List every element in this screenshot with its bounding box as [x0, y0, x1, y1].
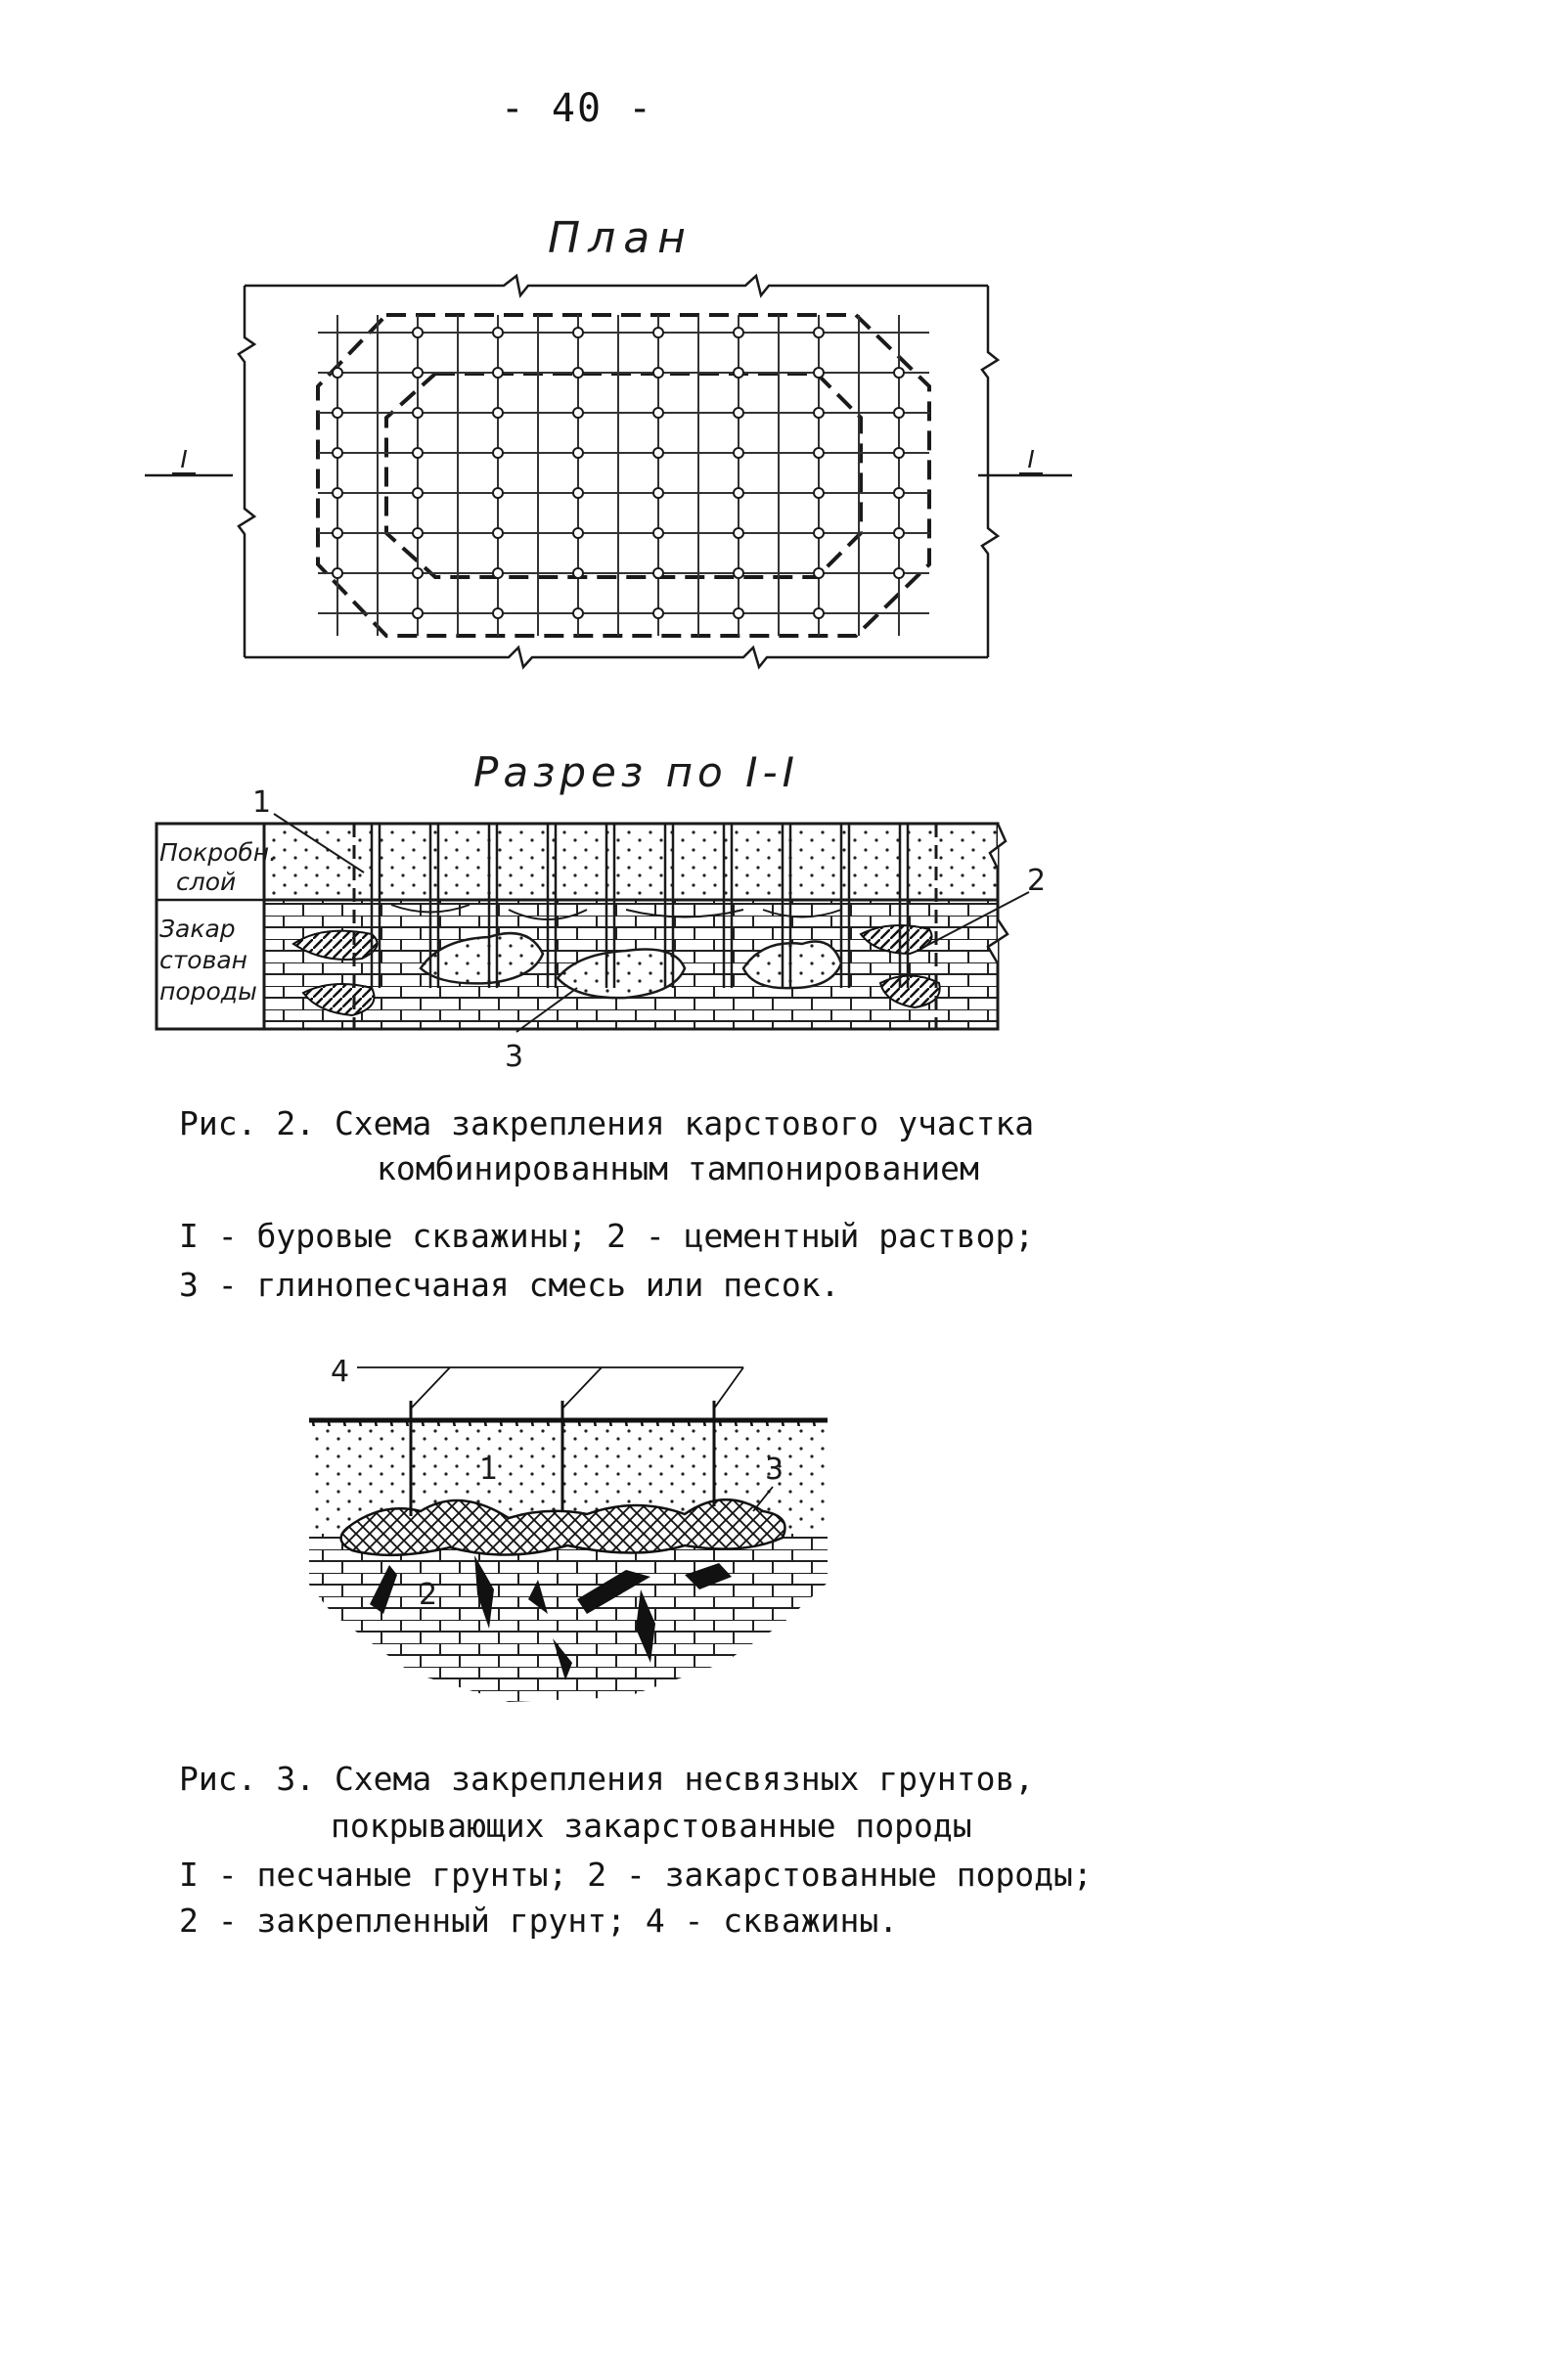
callout-2: 2 — [1027, 864, 1047, 898]
fig3-callout-1: 1 — [479, 1453, 499, 1487]
callout-1: 1 — [252, 785, 272, 820]
cover-label-1: Покробн. — [159, 838, 278, 867]
plan-title: План — [548, 213, 694, 263]
karst-label-1: Закар — [159, 915, 236, 943]
fig2-legend-line2: 3 - глинопесчаная смесь или песок. — [179, 1266, 840, 1304]
fig3-callout-3: 3 — [765, 1453, 784, 1487]
fig2-caption-line2: комбинированным тампонированием — [377, 1149, 979, 1187]
fig3-caption-line1: Рис. 3. Схема закрепления несвязных грунтов, — [179, 1760, 1035, 1798]
section-mark-right: I — [1027, 445, 1035, 473]
karst-label-3: породы — [159, 977, 257, 1006]
section-mark-left: I — [180, 445, 188, 473]
fig2-legend-line1: I - буровые скважины; 2 - цементный раствор; — [179, 1217, 1035, 1255]
karst-rock — [309, 1534, 828, 1702]
karst-label-2: стован — [159, 946, 248, 974]
page-number: - 40 - — [500, 86, 654, 131]
fig3-callout-2: 2 — [419, 1578, 438, 1612]
callout-3: 3 — [505, 1040, 524, 1074]
cover-label-2: слой — [176, 868, 237, 896]
fig3-caption-line2: покрывающих закарстованные породы — [331, 1807, 972, 1845]
section-title: Разрез по I-I — [473, 748, 800, 796]
fig2-caption-line1: Рис. 2. Схема закрепления карстового участка — [179, 1104, 1035, 1142]
fig3-callout-4: 4 — [331, 1355, 350, 1389]
fig3-legend-line2: 2 - закрепленный грунт; 4 - скважины. — [179, 1901, 899, 1940]
fig3-legend-line1: I - песчаные грунты; 2 - закарстованные породы; — [179, 1856, 1093, 1894]
